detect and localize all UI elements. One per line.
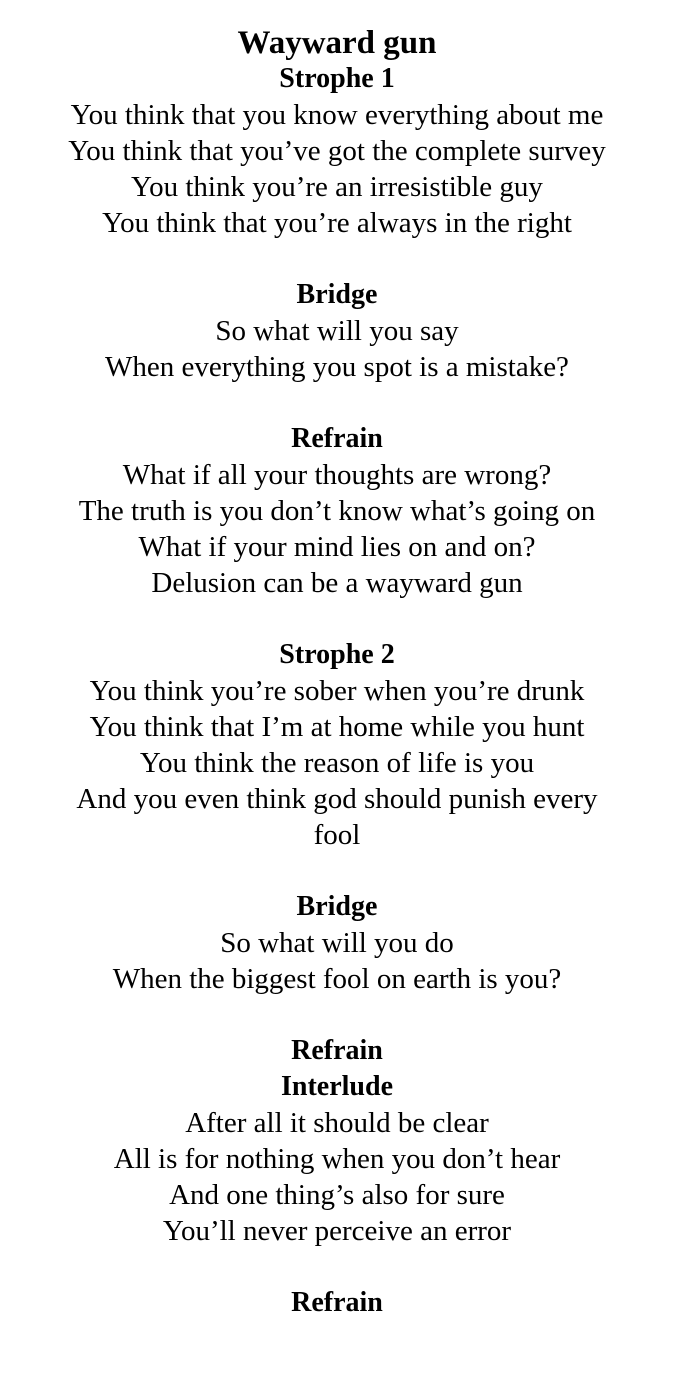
lyric-line: You think that you’ve got the complete survey <box>68 135 606 167</box>
lyric-line: When the biggest fool on earth is you? <box>112 963 562 995</box>
stanza-gap <box>0 1249 674 1285</box>
section-heading: Strophe 1 <box>279 63 395 94</box>
stanza-gap <box>0 601 674 637</box>
section-heading: Bridge <box>296 279 378 310</box>
lyric-line: You think you’re sober when you’re drunk <box>89 675 585 707</box>
song-title: Wayward gun <box>237 25 437 61</box>
lyric-line: And you even think god should punish every <box>76 783 598 815</box>
lyrics-document <box>0 25 674 1321</box>
section-strophe-2 <box>0 637 674 853</box>
lyric-line: You think the reason of life is you <box>139 747 535 779</box>
stanza-gap <box>0 241 674 277</box>
lyric-line: fool <box>313 819 361 851</box>
section-refrain-3 <box>0 1285 674 1321</box>
lyric-line: So what will you say <box>215 315 459 347</box>
lyric-line: You’ll never perceive an error <box>162 1215 512 1247</box>
lyric-line: The truth is you don’t know what’s going on <box>78 495 596 527</box>
lyric-line: You think you’re an irresistible guy <box>131 171 543 203</box>
section-interlude <box>0 1069 674 1249</box>
lyric-line: And one thing’s also for sure <box>169 1179 505 1211</box>
lyric-line: All is for nothing when you don’t hear <box>113 1143 561 1175</box>
section-heading: Refrain <box>291 1035 383 1066</box>
section-refrain-2 <box>0 1033 674 1069</box>
lyric-line: After all it should be clear <box>185 1107 489 1139</box>
lyric-line: What if all your thoughts are wrong? <box>122 459 552 491</box>
section-refrain-1 <box>0 421 674 601</box>
stanza-gap <box>0 385 674 421</box>
section-bridge-2 <box>0 889 674 997</box>
stanza-gap <box>0 853 674 889</box>
section-heading: Strophe 2 <box>279 639 395 670</box>
section-heading: Refrain <box>291 423 383 454</box>
lyric-line: You think that I’m at home while you hunt <box>89 711 585 743</box>
stanza-gap <box>0 997 674 1033</box>
lyric-line: When everything you spot is a mistake? <box>105 351 569 383</box>
lyric-line: You think that you know everything about me <box>70 99 604 131</box>
lyric-line: So what will you do <box>220 927 454 959</box>
section-strophe-1 <box>0 61 674 241</box>
section-bridge-1 <box>0 277 674 385</box>
section-heading: Refrain <box>291 1287 383 1318</box>
lyric-line: You think that you’re always in the right <box>102 207 572 239</box>
section-heading: Bridge <box>296 891 378 922</box>
lyric-line: What if your mind lies on and on? <box>138 531 536 563</box>
lyric-line: Delusion can be a wayward gun <box>151 567 523 599</box>
section-heading: Interlude <box>281 1071 393 1102</box>
